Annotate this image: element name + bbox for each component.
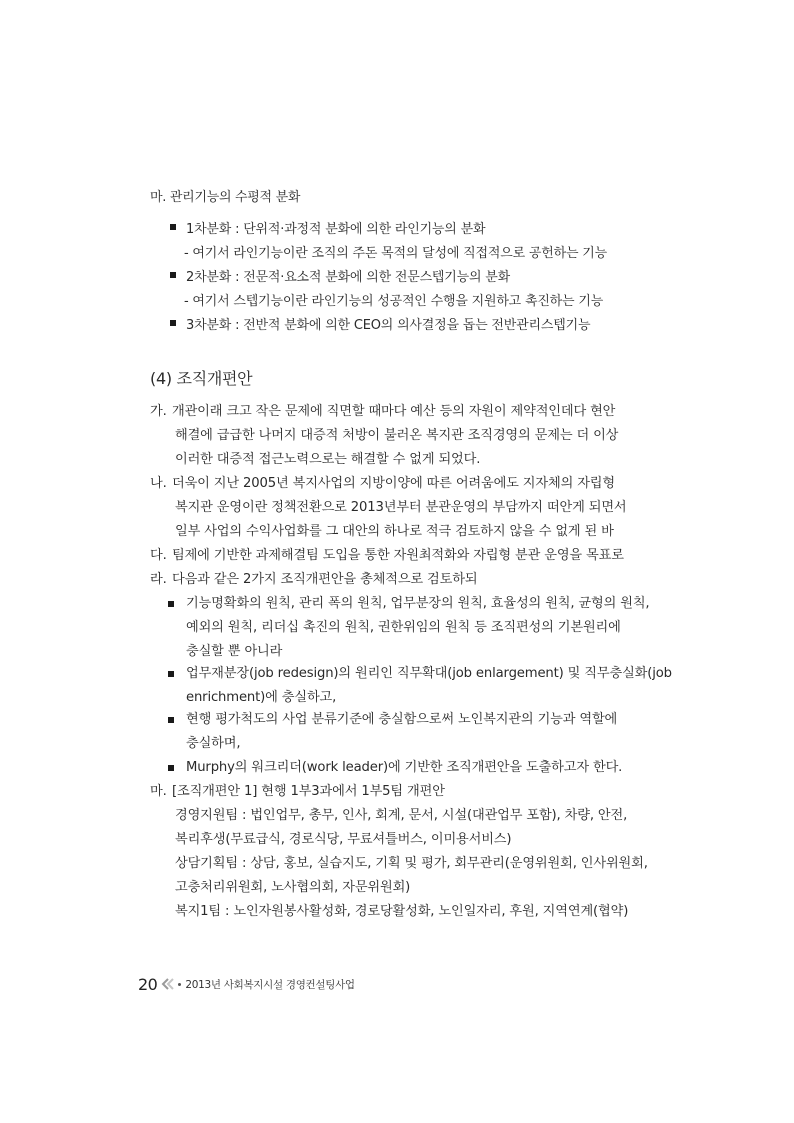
- item-label: 마.: [150, 784, 167, 799]
- bullet-text: 3차분화 : 전반적 분화에 의한 CEO의 의사결정을 돕는 전반관리스텝기능: [186, 318, 591, 333]
- division-bullet-list: [166, 218, 666, 338]
- item-label: 나.: [150, 476, 167, 491]
- principle-bullet-line: 충실하며,: [186, 736, 241, 751]
- square-bullet-icon: [168, 717, 174, 723]
- sub-bullet-item: [166, 242, 666, 266]
- footer-title: 2013년 사회복지시설 경영컨설팅사업: [185, 978, 355, 991]
- item-label: 라.: [150, 572, 167, 587]
- team-line: 복리후생(무료급식, 경로식당, 무료셔틀버스, 이미용서비스): [175, 832, 512, 847]
- page-footer: [138, 972, 355, 996]
- paragraph-text: 다음과 같은 2가지 조직개편안을 총체적으로 검토하되: [172, 572, 478, 587]
- square-bullet-icon: [168, 671, 174, 677]
- paragraph-line: 이러한 대증적 접근노력으로는 해결할 수 없게 되었다.: [175, 452, 481, 467]
- paragraph-line: [150, 544, 624, 568]
- separator-dot-icon: [178, 983, 181, 986]
- square-bullet-icon: [170, 272, 176, 278]
- principle-bullet-line: 충실할 뿐 아니라: [186, 644, 283, 659]
- bullet-text: 1차분화 : 단위적·과정적 분화에 의한 라인기능의 분화: [186, 222, 486, 237]
- team-line: 경영지원팀 : 법인업무, 총무, 인사, 회계, 문서, 시설(대관업무 포함), 차량, 안전,: [175, 808, 628, 823]
- principle-bullet-line: 예외의 원칙, 리더십 촉진의 원칙, 권한위임의 원칙 등 조직편성의 기본원리에: [186, 620, 621, 635]
- section-heading-reorg: (4) 조직개편안: [150, 369, 253, 388]
- sub-bullet-item: [166, 290, 666, 314]
- principle-bullet-line: 업무재분장(job redesign)의 원리인 직무확대(job enlargement) 및 직무충실화(job: [186, 666, 672, 681]
- paragraph-text: 개관이래 크고 작은 문제에 직면할 때마다 예산 등의 자원이 제약적인데다 현안: [172, 404, 616, 419]
- paragraph-line: 일부 사업의 수익사업화를 그 대안의 하나로 적극 검토하지 않을 수 없게 된 바: [175, 524, 614, 539]
- section-heading-ma: 마. 관리기능의 수평적 분화: [150, 190, 301, 205]
- square-bullet-icon: [170, 320, 176, 326]
- bullet-item: [166, 314, 666, 338]
- sub-bullet-text: - 여기서 스텝기능이란 라인기능의 성공적인 수행을 지원하고 촉진하는 기능: [184, 294, 604, 309]
- bullet-item: [166, 266, 666, 290]
- principle-bullet-line: Murphy의 워크리더(work leader)에 기반한 조직개편안을 도출하고자 한다.: [186, 760, 623, 775]
- square-bullet-icon: [170, 224, 176, 230]
- team-line: 복지1팀 : 노인자원봉사활성화, 경로당활성화, 노인일자리, 후원, 지역연계(협약): [175, 904, 629, 919]
- paragraph-text: 팀제에 기반한 과제해결팀 도입을 통한 자원최적화와 자립형 분관 운영을 목표로: [172, 548, 624, 563]
- sub-bullet-text: - 여기서 라인기능이란 조직의 주돈 목적의 달성에 직접적으로 공헌하는 기능: [184, 246, 607, 261]
- square-bullet-icon: [168, 765, 174, 771]
- paragraph-line: [150, 780, 445, 804]
- item-label: 가.: [150, 404, 167, 419]
- paragraph-line: [150, 400, 615, 424]
- paragraph-line: [150, 472, 615, 496]
- item-label: 다.: [150, 548, 167, 563]
- page-number: 20: [138, 974, 158, 994]
- principle-bullet-line: enrichment)에 충실하고,: [186, 690, 337, 705]
- square-bullet-icon: [168, 601, 174, 607]
- bullet-text: 2차분화 : 전문적·요소적 분화에 의한 전문스텝기능의 분화: [186, 270, 511, 285]
- team-line: 상담기획팀 : 상담, 홍보, 실습지도, 기획 및 평가, 회무관리(운영위원회, 인사위원회,: [175, 856, 648, 871]
- paragraph-text: [조직개편안 1] 현행 1부3과에서 1부5팀 개편안: [172, 784, 445, 799]
- principle-bullet-line: 기능명확화의 원칙, 관리 폭의 원칙, 업무분장의 원칙, 효율성의 원칙, 균형의 원칙,: [186, 596, 650, 611]
- paragraph-line: 해결에 급급한 나머지 대증적 처방이 불러온 복지관 조직경영의 문제는 더 이상: [175, 428, 619, 443]
- double-chevron-left-icon: [161, 977, 175, 991]
- paragraph-line: 복지관 운영이란 정책전환으로 2013년부터 분관운영의 부담까지 떠안게 되면서: [175, 500, 627, 515]
- bullet-item: [166, 218, 666, 242]
- team-line: 고충처리위원회, 노사협의회, 자문위원회): [175, 880, 411, 895]
- paragraph-line: [150, 568, 477, 592]
- paragraph-text: 더욱이 지난 2005년 복지사업의 지방이양에 따른 어려움에도 지자체의 자립형: [172, 476, 615, 491]
- principle-bullet-line: 현행 평가척도의 사업 분류기준에 충실함으로써 노인복지관의 기능과 역할에: [186, 712, 618, 727]
